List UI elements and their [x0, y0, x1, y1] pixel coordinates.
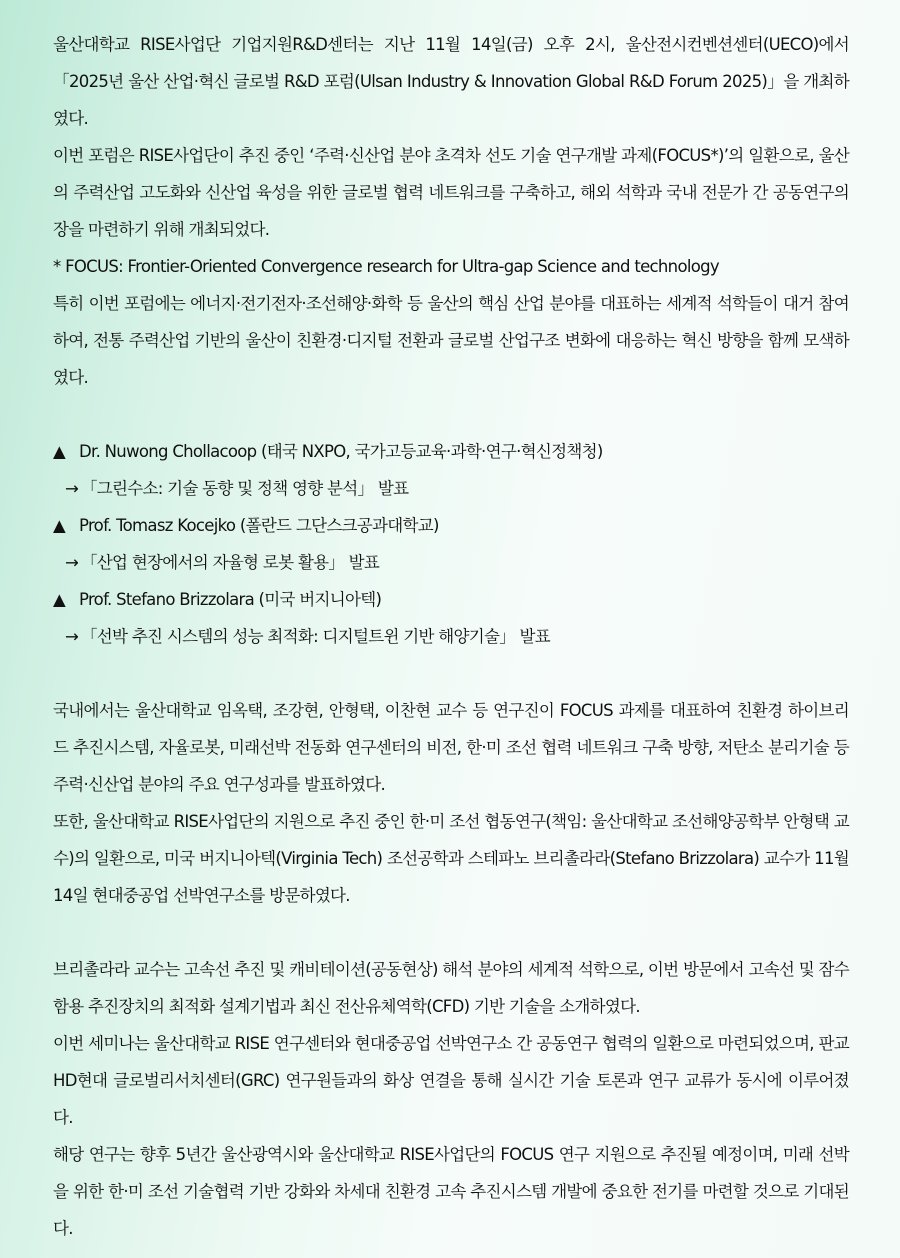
talk-title: 「선박 추진 시스템의 성능 최적화: 디지털트윈 기반 해양기술」 발표	[81, 627, 551, 646]
arrow-right-icon: →	[65, 553, 79, 572]
spacer	[53, 655, 849, 692]
arrow-right-icon: →	[65, 479, 79, 498]
talk-item	[53, 618, 849, 655]
arrow-right-icon: →	[65, 627, 79, 646]
talk-item	[53, 470, 849, 507]
speaker-item	[53, 581, 849, 618]
paragraph-outlook: 해당 연구는 향후 5년간 울산광역시와 울산대학교 RISE사업단의 FOCUS 연구 지원으로 추진될 예정이며, 미래 선박을 위한 한·미 조선 기술협력 기반 강화와 차세대 친환경 고속 추진시스템 개발에 중요한 전기를 마련할 것으로 기대된다.	[53, 1145, 849, 1238]
triangle-bullet-icon: ▲	[53, 590, 65, 609]
triangle-bullet-icon: ▲	[53, 516, 65, 535]
speaker-item	[53, 433, 849, 470]
speaker-item	[53, 507, 849, 544]
paragraph-seminar: 이번 세미나는 울산대학교 RISE 연구센터와 현대중공업 선박연구소 간 공동연구 협력의 일환으로 마련되었으며, 판교 HD현대 글로벌리서치센터(GRC) 연구원들과의 화상 연결을 통해 실시간 기술 토론과 연구 교류가 동시에 이루어졌다.	[53, 1034, 849, 1127]
paragraph-intro: 울산대학교 RISE사업단 기업지원R&D센터는 지난 11월 14일(금) 오후 2시, 울산전시컨벤션센터(UECO)에서 「2025년 울산 산업·혁신 글로벌 R&D 포럼(Ulsan Industry & Innovation Global R&D Forum 2025)」을 개최하였다.	[53, 35, 849, 128]
paragraph-purpose: 이번 포럼은 RISE사업단이 추진 중인 ‘주력·신산업 분야 초격차 선도 기술 연구개발 과제(FOCUS*)’의 일환으로, 울산의 주력산업 고도화와 신산업 육성을 위한 글로벌 협력 네트워크를 구축하고, 해외 석학과 국내 전문가 간 공동연구의 장을 마련하기 위해 개최되었다.	[53, 146, 849, 239]
paragraph-domestic: 국내에서는 울산대학교 임옥택, 조강현, 안형택, 이찬현 교수 등 연구진이 FOCUS 과제를 대표하여 친환경 하이브리드 추진시스템, 자율로봇, 미래선박 전동화 연구센터의 비전, 한·미 조선 협력 네트워크 구축 방향, 저탄소 분리기술 등 주력·신산업 분야의 주요 연구성과를 발표하였다.	[53, 701, 849, 794]
article-body	[53, 26, 849, 1247]
speaker-name: Dr. Nuwong Chollacoop (태국 NXPO, 국가고등교육·과학·연구·혁신정책청)	[79, 442, 603, 461]
paragraph-professor: 브리촐라라 교수는 고속선 추진 및 캐비테이션(공동현상) 해석 분야의 세계적 석학으로, 이번 방문에서 고속선 및 잠수함용 추진장치의 최적화 설계기법과 최신 전산유체역학(CFD) 기반 기술을 소개하였다.	[53, 960, 849, 1016]
speaker-name: Prof. Tomasz Kocejko (폴란드 그단스크공과대학교)	[79, 516, 439, 535]
talk-title: 「그린수소: 기술 동향 및 정책 영향 분석」 발표	[81, 479, 409, 498]
talk-title: 「산업 현장에서의 자율형 로봇 활용」 발표	[81, 553, 380, 572]
talk-item	[53, 544, 849, 581]
paragraph-participants: 특히 이번 포럼에는 에너지·전기전자·조선해양·화학 등 울산의 핵심 산업 분야를 대표하는 세계적 석학들이 대거 참여하여, 전통 주력산업 기반의 울산이 친환경·디지털 전환과 글로벌 산업구조 변화에 대응하는 혁신 방향을 함께 모색하였다.	[53, 294, 849, 387]
speaker-list	[53, 433, 849, 655]
focus-footnote: * FOCUS: Frontier-Oriented Convergence research for Ultra-gap Science and technology	[53, 257, 719, 276]
triangle-bullet-icon: ▲	[53, 442, 65, 461]
speaker-name: Prof. Stefano Brizzolara (미국 버지니아텍)	[79, 590, 382, 609]
spacer	[53, 396, 849, 433]
paragraph-visit: 또한, 울산대학교 RISE사업단의 지원으로 추진 중인 한·미 조선 협동연구(책임: 울산대학교 조선해양공학부 안형택 교수)의 일환으로, 미국 버지니아텍(Virginia Tech) 조선공학과 스테파노 브리촐라라(Stefano Brizzolara) 교수가 11월 14일 현대중공업 선박연구소를 방문하였다.	[53, 812, 849, 905]
spacer	[53, 914, 849, 951]
